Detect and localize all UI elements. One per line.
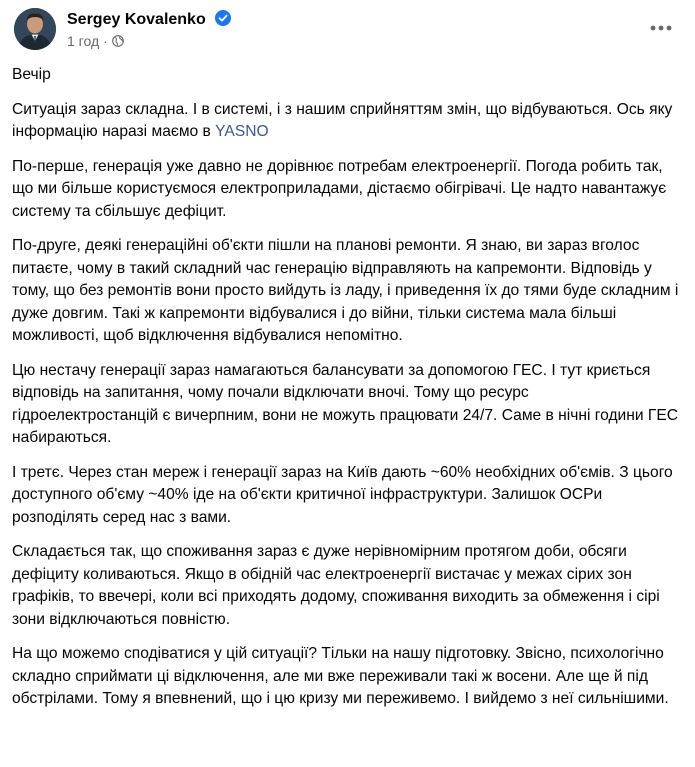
post-body xyxy=(8,58,683,711)
meta-separator: · xyxy=(103,33,108,49)
post-timestamp[interactable]: 1 год xyxy=(67,33,100,49)
yasno-link[interactable]: YASNO xyxy=(215,123,269,140)
more-options-button[interactable] xyxy=(643,10,679,46)
avatar[interactable] xyxy=(14,8,56,50)
more-dots-icon xyxy=(649,25,673,31)
post-meta xyxy=(67,33,124,49)
post-paragraph-4: По-друге, деякі генераційні об'єкти пішли на планові ремонти. Я знаю, ви зараз вголос питаєте, чому в такий складний час генерацію відправляють на капремонти. Відповідь у тому, що без ремонтів вони просто вийдуть із ладу, і приведення їх до тями буде складним і дуже довгим. Такі ж капремонти відбувалися і до війни, тільки система мала більші можливості, щоб відключення відбувалися непомітно. xyxy=(12,237,679,344)
post-paragraph-8: На що можемо сподіватися у цій ситуації? Тільки на нашу підготовку. Звісно, психологічно складно сприймати ці відключення, але ми вже переживали такі ж восени. Але ще й під обстрілами. Тому я впевнений, що і цю кризу ми переживемо. І вийдемо з неї сильнішими. xyxy=(12,645,669,707)
post-paragraph-7: Складається так, що споживання зараз є дуже нерівномірним протягом доби, обсяги дефіциту коливаються. Якщо в обідній час електроенергії вистачає у межах сірих зон графіків, то ввечері, коли всі приходять додому, споживання виходить за обмеження і сірі зони відключаються повністю. xyxy=(12,543,660,628)
post-paragraph-1: Вечір xyxy=(12,66,51,83)
avatar-portrait-icon xyxy=(14,8,56,50)
post-paragraph-5: Цю нестачу генерації зараз намагаються балансувати за допомогою ГЕС. І тут криється відповідь на запитання, чому почали відключати вночі. Тому що ресурс гідроелектростанцій є вичерпним, вони не можуть працювати 24/7. Саме в нічні години ГЕС набираються. xyxy=(12,361,679,446)
author-name[interactable] xyxy=(67,10,231,29)
verified-badge-icon xyxy=(215,10,231,26)
post-paragraph-3: По-перше, генерація уже давно не дорівнює потребам електроенергії. Погода робить так, що ми більше користуємося електроприладами, дістаємо обігрівачі. Це надто навантажує систему та сбільшує дефіцит. xyxy=(12,157,667,220)
post-paragraph-2-text: Ситуація зараз складна. І в системі, і з нашим сприйняттям змін, що відбуваються. Ось яку інформацію наразі маємо в xyxy=(12,100,673,140)
author-name-text: Sergey Kovalenko xyxy=(67,11,206,28)
globe-icon[interactable] xyxy=(112,35,124,47)
post-header xyxy=(8,0,683,58)
post-paragraph-2 xyxy=(12,99,679,144)
post-paragraph-6: І третє. Через стан мереж і генерації зараз на Київ дають ~60% необхідних об'ємів. З цього доступного об'єму ~40% іде на об'єкти критичної інфраструктури. Залишок ОСРи розподілять серед нас з вами. xyxy=(12,463,673,526)
